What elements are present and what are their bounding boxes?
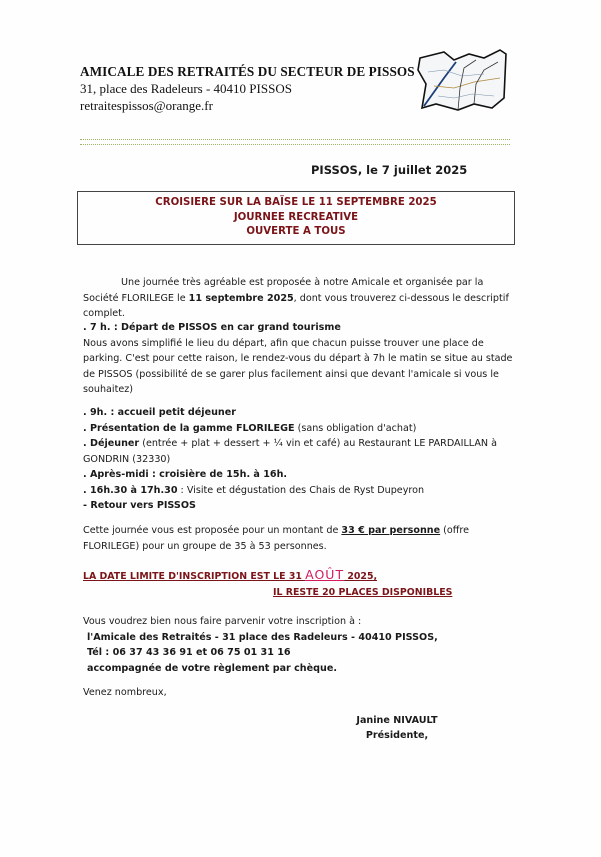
- signatory-name: Janine NIVAULT: [356, 715, 438, 726]
- event-title-box: [77, 191, 515, 245]
- deadline-year: 2025,: [344, 571, 378, 582]
- departure-details: Nous avons simplifié le lieu du départ, afin que chacun puisse trouver une place de parking. C'est pour cette raison, le rendez-vous du départ à 7h le matin se situe au stade de PISSOS (possibilité de se garer plus facilement ainsi que devant l'amicale si vous le souhaitez): [83, 337, 513, 395]
- organization-email: retraitespissos@orange.fr: [80, 98, 213, 113]
- intro-paragraph: [83, 275, 515, 322]
- contact-phone: Tél : 06 37 43 36 91 et 06 75 01 31 16: [87, 647, 291, 658]
- payment-note: accompagnée de votre règlement par chèque.: [87, 662, 337, 674]
- decorative-divider: [80, 144, 510, 145]
- registration-deadline: [83, 567, 515, 600]
- program-item-text: : Visite et dégustation des Chais de Ryst Dupeyron: [177, 484, 425, 496]
- program-list: [83, 405, 515, 514]
- intro-text-end: , dont vous trouverez ci-dessous le descriptif complet.: [83, 292, 509, 319]
- contact-section: [83, 614, 515, 676]
- decorative-divider: [80, 139, 510, 140]
- contact-intro: Vous voudrez bien nous faire parvenir votre inscription à :: [83, 616, 362, 627]
- departure-heading: . 7 h. : Départ de PISSOS en car grand tourisme: [83, 322, 341, 333]
- organization-address: 31, place des Radeleurs - 40410 PISSOS: [80, 81, 292, 96]
- handwritten-month: AOÛT: [305, 567, 345, 582]
- map-of-sector-icon: [414, 48, 508, 112]
- program-item-text: (entrée + plat + dessert + ¼ vin et café) au Restaurant LE PARDAILLAN à GONDRIN (32330): [83, 438, 498, 465]
- price-text: Cette journée vous est proposée pour un montant de: [83, 525, 342, 536]
- intro-text: Une journée très agréable est proposée à notre Amicale et organisée par la Société FLORILEGE le: [83, 277, 484, 304]
- program-item-bold: - Retour vers PISSOS: [83, 500, 196, 511]
- program-item-text: (sans obligation d'achat): [294, 422, 417, 434]
- program-item: [83, 483, 515, 499]
- closing-line: Venez nombreux,: [83, 687, 167, 698]
- program-item: [83, 436, 515, 467]
- program-item-bold: . Présentation de la gamme FLORILEGE: [83, 422, 295, 434]
- departure-section: [83, 320, 515, 398]
- remaining-places: IL RESTE 20 PLACES DISPONIBLES: [273, 586, 453, 598]
- program-item-bold: . 9h. : accueil petit déjeuner: [83, 407, 236, 418]
- price-text-end: (offre FLORILEGE) pour un groupe de 35 à 53 personnes.: [83, 525, 470, 552]
- organization-name: AMICALE DES RETRAITÉS DU SECTEUR DE PISSOS: [80, 64, 415, 79]
- program-item: [83, 498, 515, 514]
- signatory-role: Présidente,: [365, 730, 429, 741]
- event-subtitle: JOURNEE RECREATIVE: [233, 211, 359, 223]
- event-date: 11 septembre 2025: [188, 292, 294, 304]
- program-item-bold: . Après-midi : croisière de 15h. à 16h.: [83, 469, 288, 480]
- event-audience: OUVERTE A TOUS: [246, 226, 346, 237]
- signature-block: [352, 713, 442, 743]
- program-item-bold: . Déjeuner: [83, 438, 140, 449]
- price-amount: 33 € par personne: [341, 525, 441, 536]
- program-item: [83, 405, 515, 421]
- contact-address: l'Amicale des Retraités - 31 place des Radeleurs - 40410 PISSOS,: [87, 631, 438, 643]
- dateline: PISSOS, le 7 juillet 2025: [311, 163, 468, 177]
- program-item: [83, 421, 515, 437]
- program-item-bold: . 16h.30 à 17h.30: [83, 484, 178, 496]
- deadline-text: LA DATE LIMITE D'INSCRIPTION EST LE 31: [83, 571, 306, 582]
- letterhead: [80, 63, 415, 114]
- event-title: CROISIERE SUR LA BAÏSE LE 11 SEPTEMBRE 2025: [155, 197, 437, 208]
- price-paragraph: [83, 523, 515, 554]
- program-item: [83, 467, 515, 483]
